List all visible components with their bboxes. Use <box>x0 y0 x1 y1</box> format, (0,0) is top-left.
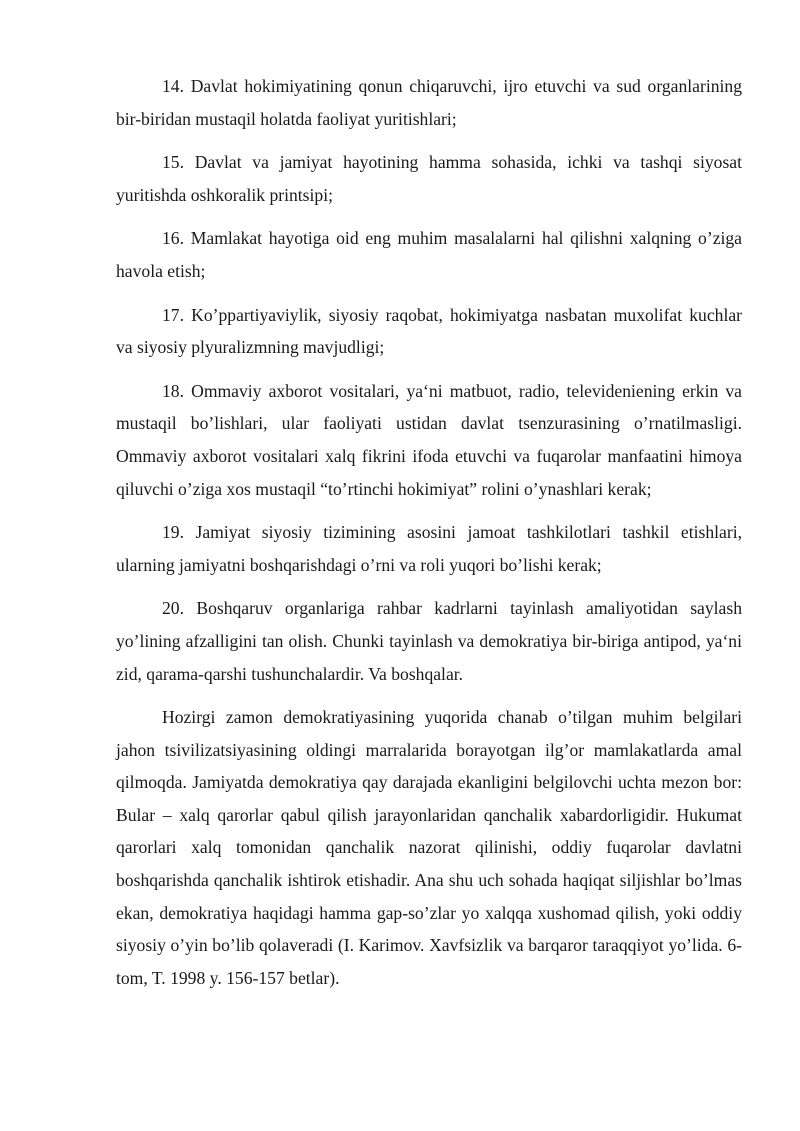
paragraph-item-15: 15. Davlat va jamiyat hayotining hamma sohasida, ichki va tashqi siyosat yuritishda oshkoralik printsipi; <box>116 152 742 205</box>
paragraph-item-14: 14. Davlat hokimiyatining qonun chiqaruvchi, ijro etuvchi va sud organlarining bir-biridan mustaqil holatda faoliyat yuritishlari; <box>116 76 742 129</box>
paragraph-item-20: 20. Boshqaruv organlariga rahbar kadrlarni tayinlash amaliyotidan saylash yo’lining afzalligini tan olish. Chunki tayinlash va demokratiya bir-biriga antipod, ya‘ni zid, qarama-qarshi tushunchalardir. Va boshqalar. <box>116 598 742 684</box>
paragraph-item-18: 18. Ommaviy axborot vositalari, ya‘ni matbuot, radio, televideniening erkin va mustaqil bo’lishlari, ular faoliyati ustidan davlat tsenzurasining o’rnatilmasligi. Ommaviy axborot vositalari xalq fikrini ifoda etuvchi va fuqarolar manfaatini himoya qiluvchi o’ziga xos mustaqil “to’rtinchi hokimiyat” rolini o’ynashlari kerak; <box>116 380 742 499</box>
paragraph-item-16: 16. Mamlakat hayotiga oid eng muhim masalalarni hal qilishni xalqning o’ziga havola etish; <box>116 228 742 281</box>
paragraph-item-19: 19. Jamiyat siyosiy tizimining asosini jamoat tashkilotlari tashkil etishlari, ularning jamiyatni boshqarishdagi o’rni va roli yuqori bo’lishi kerak; <box>116 522 742 575</box>
document-body <box>116 70 742 1005</box>
paragraph-conclusion: Hozirgi zamon demokratiyasining yuqorida chanab o’tilgan muhim belgilari jahon tsivilizatsiyasining oldingi marralarida borayotgan ilg’or mamlakatlarda amal qilmoqda. Jamiyatda demokratiya qay darajada ekanligini belgilovchi uchta mezon bor: Bular – xalq qarorlar qabul qilish jarayonlaridan qanchalik xabardorligidir. Hukumat qarorlari xalq tomonidan qanchalik nazorat qilinishi, oddiy fuqarolar davlatni boshqarishda qanchalik ishtirok etishadir. Ana shu uch sohada haqiqat siljishlar bo’lmas ekan, demokratiya haqidagi hamma gap-so’zlar yo xalqqa xushomad qilish, yoki oddiy siyosiy o’yin bo’lib qolaveradi (I. Karimov. Xavfsizlik va barqaror taraqqiyot yo’lida. 6-tom, T. 1998 y. 156-157 betlar). <box>116 707 742 988</box>
paragraph-item-17: 17. Ko’ppartiyaviylik, siyosiy raqobat, hokimiyatga nasbatan muxolifat kuchlar va siyosiy plyuralizmning mavjudligi; <box>116 304 742 358</box>
